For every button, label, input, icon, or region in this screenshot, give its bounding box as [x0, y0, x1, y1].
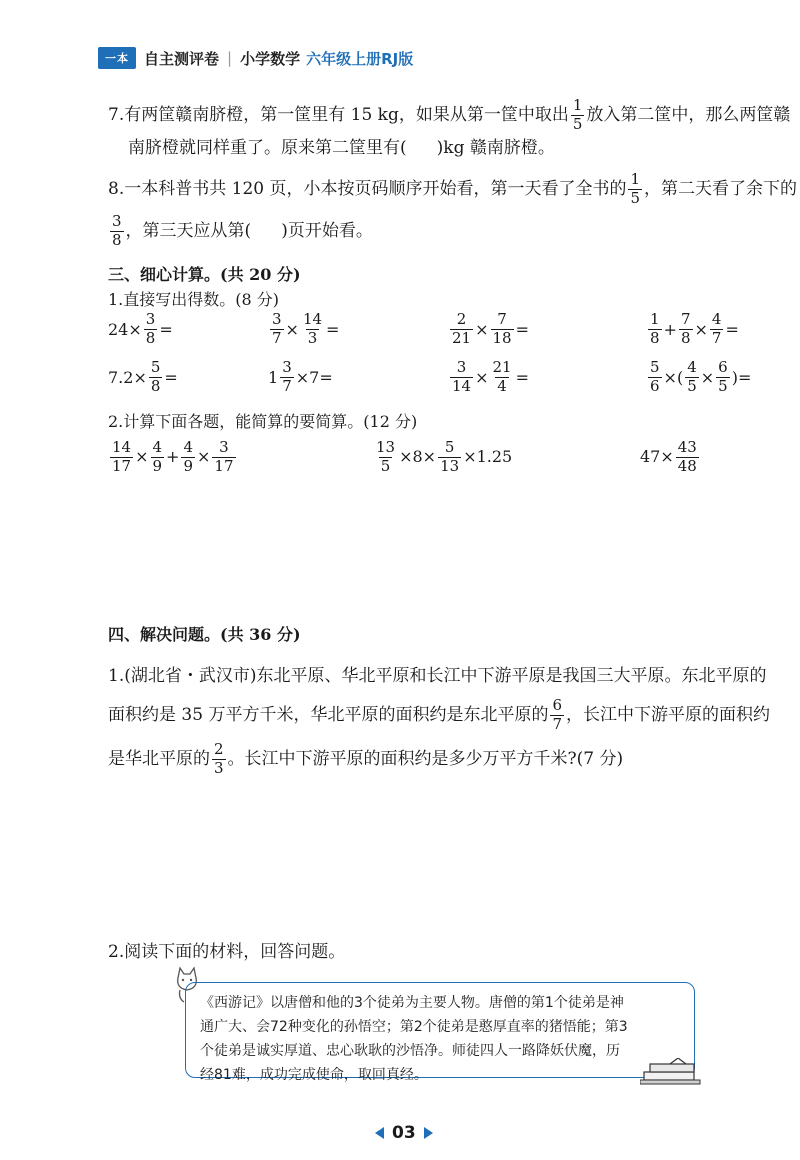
q8-text-b: ，第二天看了余下的: [644, 178, 798, 199]
calc-item: $\frac{5}{6}$ ×( $\frac{4}{5}$ × $\frac{6}{5}$ )=: [650, 358, 752, 395]
calc-item: $\frac{2}{21}$ × $\frac{7}{18}$ =: [452, 310, 529, 347]
section-3-sub2: 2.计算下面各题，能简算的要简算。(12 分): [108, 412, 418, 431]
q7-fraction: $\frac{1}{5}$: [572, 96, 583, 133]
q8-line2: [108, 214, 373, 249]
q7-text-a: 7.有两筐赣南脐橙，第一筐里有 15 kg，如果从第一筐中取出: [108, 104, 569, 125]
header-title: 自主测评卷: [144, 49, 220, 68]
header-separator: |: [227, 49, 233, 67]
problem-1-line1: 1.(湖北省・武汉市)东北平原、华北平原和长江中下游平原是我国三大平原。东北平原的: [108, 666, 767, 686]
simplify-expr-2: $\frac{13}{5}$ ×8× $\frac{5}{13}$ ×1.25: [376, 438, 513, 475]
q8-text-a: 8.一本科普书共 120 页，小本按页码顺序开始看，第一天看了全书的: [108, 178, 627, 199]
q7-text-b: 放入第二筐中，那么两筐赣: [586, 104, 791, 125]
problem-1-line2: 面积约是 35 万平方千米，华北平原的面积约是东北平原的 $\frac{6}{7}$ ，长江中下游平原的面积约: [108, 696, 770, 733]
simplify-expr-1: $\frac{14}{17}$ × $\frac{4}{9}$ + $\frac{4}{9}$ × $\frac{3}{17}$: [112, 438, 234, 475]
section-4-title: 四、解决问题。(共 36 分): [108, 625, 301, 644]
q7-text-d: )kg 赣南脐橙。: [436, 138, 555, 158]
calc-item: $\frac{3}{7}$ × $\frac{14}{3}$ =: [272, 310, 340, 347]
next-arrow-icon: [424, 1127, 433, 1139]
section-3-sub1: 1.直接写出得数。(8 分): [108, 290, 280, 309]
page-header: [98, 46, 413, 70]
publisher-logo: 一本: [98, 47, 136, 69]
q7-line2: [128, 140, 555, 157]
problem-1-fraction-1: $\frac{6}{7}$: [552, 696, 562, 733]
direct-calc-row-1: [108, 312, 800, 347]
calc-item: 24× $\frac{3}{8}$ =: [108, 310, 173, 347]
direct-calc-row-2: [108, 360, 800, 395]
prev-arrow-icon: [375, 1127, 384, 1139]
calc-item: $\frac{3}{14}$ × $\frac{21}{4}$ =: [452, 358, 529, 395]
story-line: 经81难，成功完成使命，取回真经。: [200, 1067, 428, 1083]
problem-2-prompt: 2.阅读下面的材料，回答问题。: [108, 942, 346, 962]
calc-item: $\frac{1}{8}$ + $\frac{7}{8}$ × $\frac{4}{7}$ =: [650, 310, 739, 347]
calc-item: 1 $\frac{3}{7}$ ×7=: [268, 358, 333, 395]
q8-text-d: )页开始看。: [281, 220, 373, 241]
header-grade: 六年级上册RJ版: [306, 49, 414, 68]
simplify-expr-3: 47× $\frac{43}{48}$: [640, 438, 697, 475]
story-line: 《西游记》以唐僧和他的3个徒弟为主要人物。唐僧的第1个徒弟是神: [200, 995, 624, 1011]
books-icon: [640, 1058, 704, 1086]
page-number: 03: [392, 1123, 416, 1143]
page-pager: [375, 1123, 433, 1143]
q8-text-c: ，第三天应从第(: [125, 220, 252, 241]
section-3-title: 三、细心计算。(共 20 分): [108, 265, 301, 284]
q8-fraction-1: $\frac{1}{5}$: [630, 170, 641, 207]
calc-item: 7.2× $\frac{5}{8}$ =: [108, 358, 178, 395]
story-line: 通广大、会72种变化的孙悟空；第2个徒弟是憨厚直率的猪悟能；第3: [200, 1019, 628, 1035]
story-line: 个徒弟是诚实厚道、忠心耿耿的沙悟净。师徒四人一路降妖伏魔，历: [200, 1043, 620, 1059]
q7-text-c: 南脐橙就同样重了。原来第二筐里有(: [128, 138, 407, 158]
q8-fraction-2: $\frac{3}{8}$: [112, 212, 122, 249]
story-box: [185, 982, 695, 1083]
problem-1-line3: 是华北平原的 $\frac{2}{3}$ 。长江中下游平原的面积约是多少万平方千米?(7 分): [108, 740, 624, 777]
problem-1-fraction-2: $\frac{2}{3}$: [214, 740, 224, 777]
header-subject: 小学数学: [240, 49, 301, 68]
q7-line1: [108, 98, 790, 133]
q8-line1: [108, 172, 797, 207]
